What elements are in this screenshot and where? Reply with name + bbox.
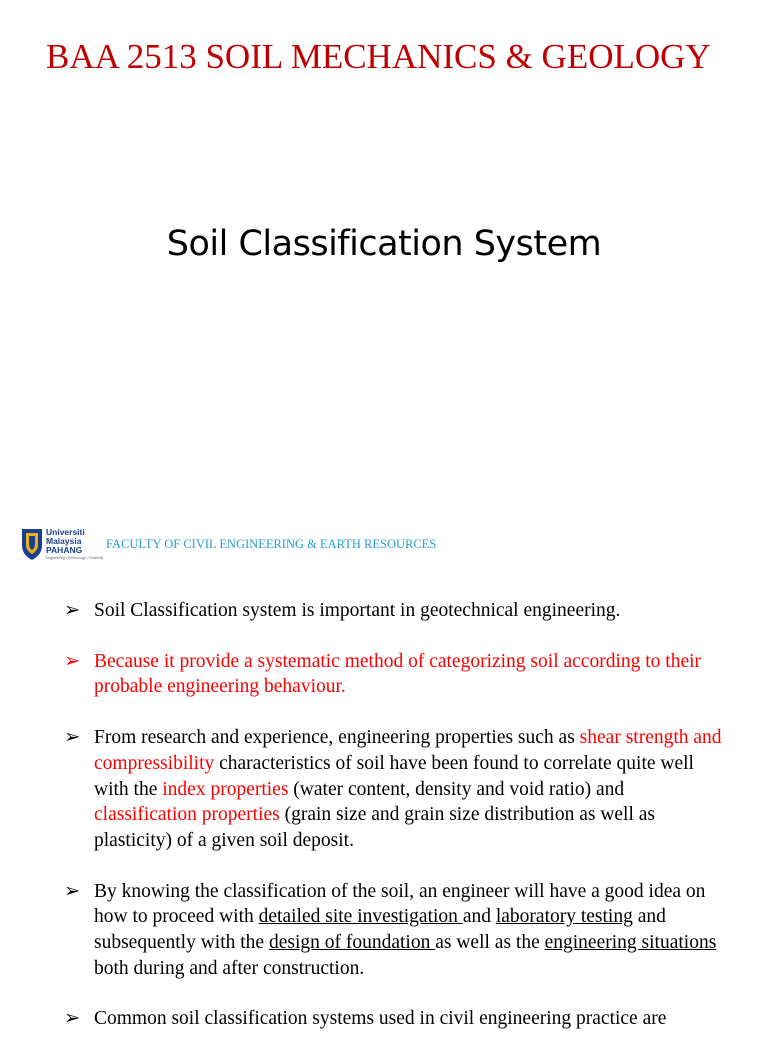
bullet-item xyxy=(0,1006,768,1032)
underlined-term: laboratory testing xyxy=(495,906,633,928)
bullet-arrow-icon: ➢ xyxy=(64,880,81,902)
logo-line: Universiti xyxy=(46,527,85,537)
highlighted-term: index properties xyxy=(162,778,289,800)
underlined-term: engineering situations xyxy=(544,932,717,954)
bullet-text: and subsequently with the xyxy=(94,906,666,954)
title-slide xyxy=(0,0,768,505)
bullet-item xyxy=(0,879,768,982)
course-title: BAA 2513 SOIL MECHANICS & GEOLOGY xyxy=(46,37,711,76)
underlined-term: design of foundation xyxy=(268,932,436,954)
highlighted-term: Because it provide a systematic method of categorizing soil according to their probable engineering behaviour. xyxy=(94,650,702,698)
bullet-item xyxy=(0,598,768,624)
logo-line: PAHANG xyxy=(46,545,83,555)
slide-subtitle: Soil Classification System xyxy=(166,224,602,264)
bullet-text: both during and after construction. xyxy=(94,957,365,979)
shield-icon xyxy=(20,527,44,561)
bullet-text: From research and experience, engineering properties such as xyxy=(94,727,580,749)
bullet-arrow-icon: ➢ xyxy=(64,600,81,621)
bullet-item xyxy=(0,725,768,854)
bullet-text: Soil Classification system is important in geotechnical engineering. xyxy=(94,600,621,621)
bullet-text: (water content, density and void ratio) and xyxy=(288,778,625,800)
bullet-text: Common soil classification systems used in civil engineering practice are xyxy=(94,1008,667,1030)
highlighted-term: classification properties xyxy=(94,804,280,826)
faculty-name: FACULTY OF CIVIL ENGINEERING & EARTH RESOURCES xyxy=(106,537,437,551)
university-logo xyxy=(20,527,104,563)
bullet-arrow-icon: ➢ xyxy=(64,727,81,749)
highlighted-term: shear strength and compressibility xyxy=(94,727,722,774)
bullet-list xyxy=(0,598,768,1057)
bullet-arrow-icon: ➢ xyxy=(64,650,81,672)
bullet-text: (grain size and grain size distribution as well as plasticity) of a given soil deposit. xyxy=(94,804,656,851)
bullet-text: characteristics of soil have been found to correlate quite well with the xyxy=(94,752,694,800)
logo-wordmark xyxy=(46,528,85,555)
bullet-item xyxy=(0,649,768,700)
logo-line: Malaysia xyxy=(46,536,82,546)
bullet-text: and xyxy=(462,906,496,928)
logo-tagline: Engineering • Technology • Creativity xyxy=(46,556,104,560)
bullet-text: By knowing the classification of the soil, an engineer will have a good idea on how to proceed with xyxy=(94,880,706,928)
bullet-arrow-icon: ➢ xyxy=(64,1008,81,1030)
underlined-term: detailed site investigation xyxy=(258,906,463,928)
bullet-text: as well as the xyxy=(435,932,545,954)
